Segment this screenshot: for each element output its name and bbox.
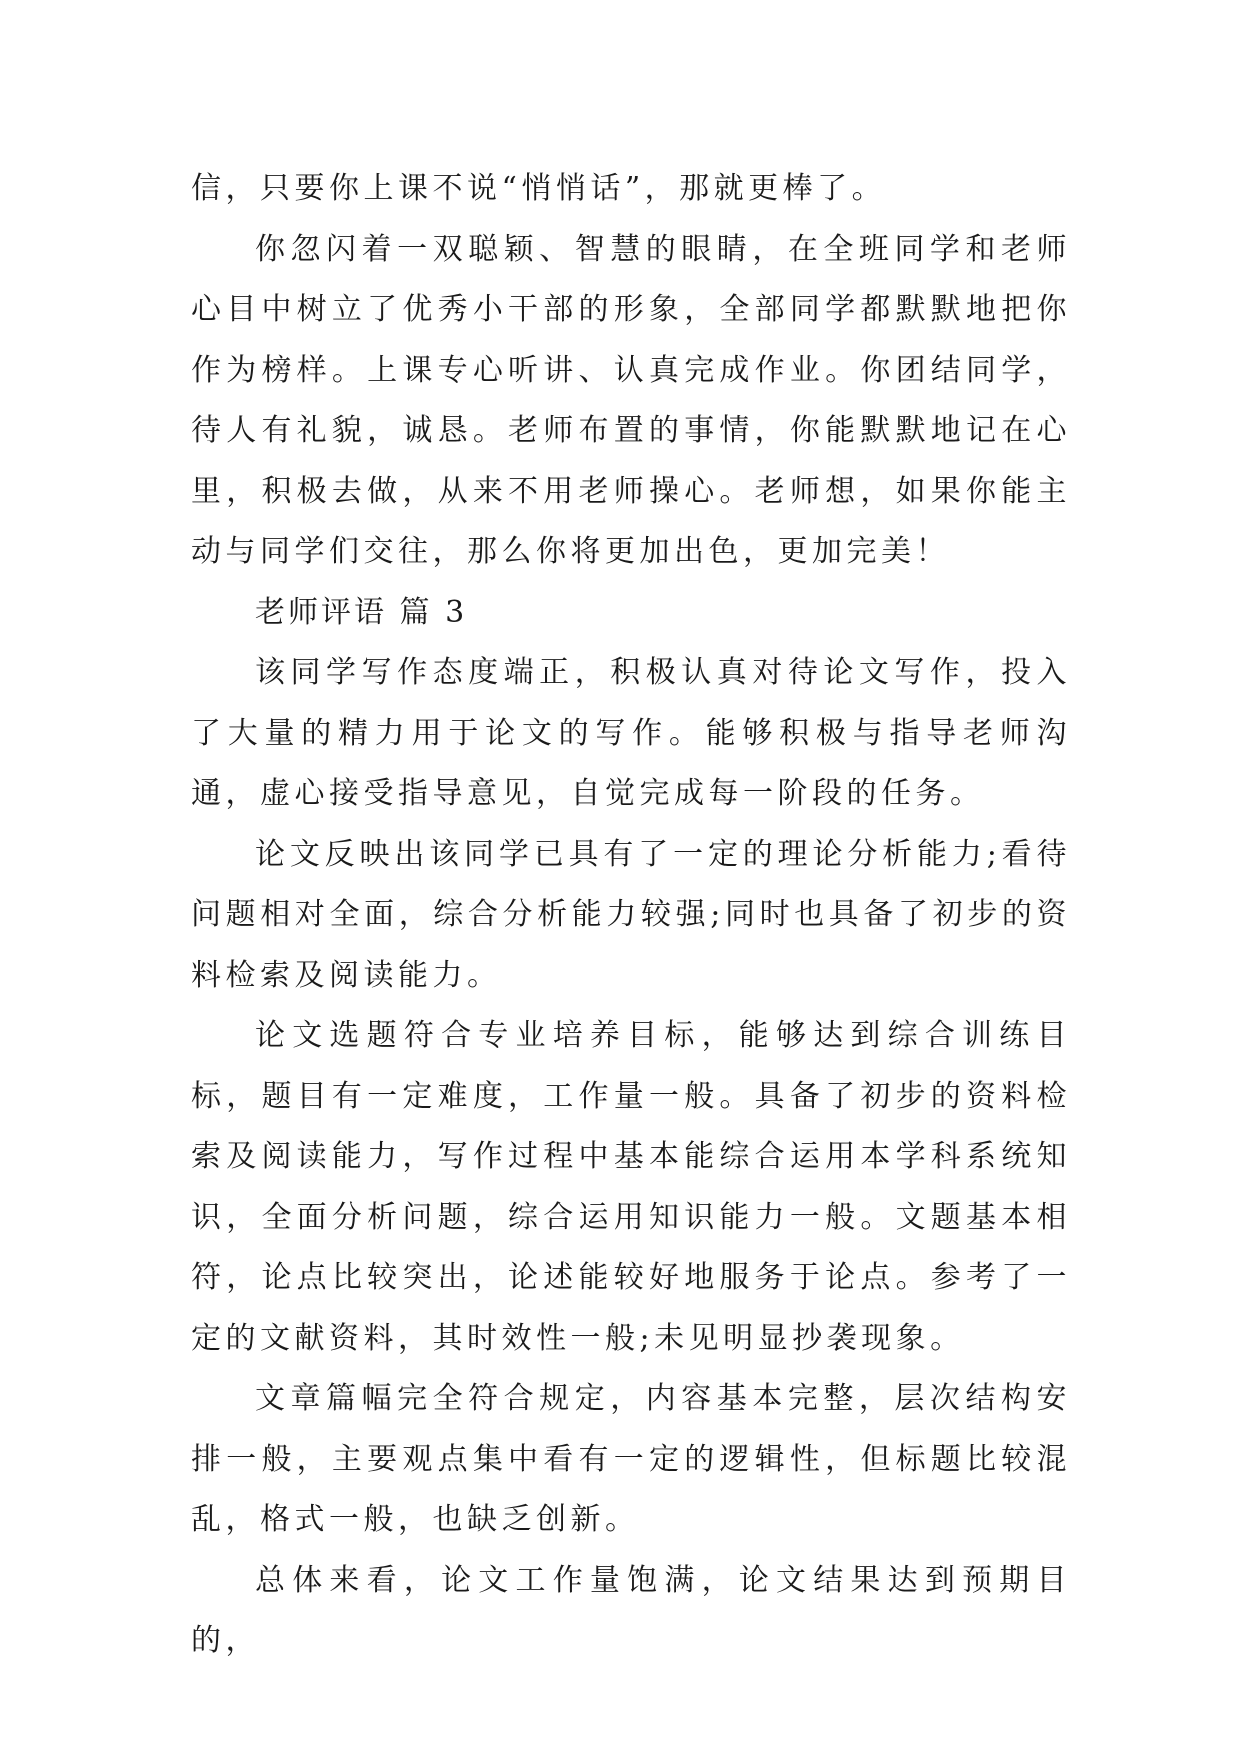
document-body: [191, 159, 1071, 1672]
paragraph-topic: 论文选题符合专业培养目标，能够达到综合训练目标，题目有一定难度，工作量一般。具备了初步的资料检索及阅读能力，写作过程中基本能综合运用本学科系统知识，全面分析问题，综合运用知识能力一般。文题基本相符，论点比较突出，论述能较好地服务于论点。参考了一定的文献资料，其时效性一般;未见明显抄袭现象。: [191, 1018, 1071, 1356]
paragraph-continuation: 信，只要你上课不说“悄悄话”，那就更棒了。: [191, 171, 887, 206]
paragraph-structure: 文章篇幅完全符合规定，内容基本完整，层次结构安排一般，主要观点集中看有一定的逻辑性，但标题比较混乱，格式一般，也缺乏创新。: [191, 1381, 1071, 1537]
paragraph-attitude: 该同学写作态度端正，积极认真对待论文写作，投入了大量的精力用于论文的写作。能够积极与指导老师沟通，虚心接受指导意见，自觉完成每一阶段的任务。: [191, 655, 1071, 811]
paragraph-analysis: 论文反映出该同学已具有了一定的理论分析能力;看待问题相对全面，综合分析能力较强;同时也具备了初步的资料检索及阅读能力。: [191, 836, 1071, 993]
section-heading: 老师评语 篇 3: [255, 594, 468, 630]
paragraph-comment-2: 你忽闪着一双聪颖、智慧的眼睛，在全班同学和老师心目中树立了优秀小干部的形象，全部同学都默默地把你作为榜样。上课专心听讲、认真完成作业。你团结同学，待人有礼貌，诚恳。老师布置的事情，你能默默地记在心里，积极去做，从来不用老师操心。老师想，如果你能主动与同学们交往，那么你将更加出色，更加完美！: [191, 231, 1071, 569]
paragraph-summary: 总体来看，论文工作量饱满，论文结果达到预期目的，: [191, 1562, 1071, 1658]
